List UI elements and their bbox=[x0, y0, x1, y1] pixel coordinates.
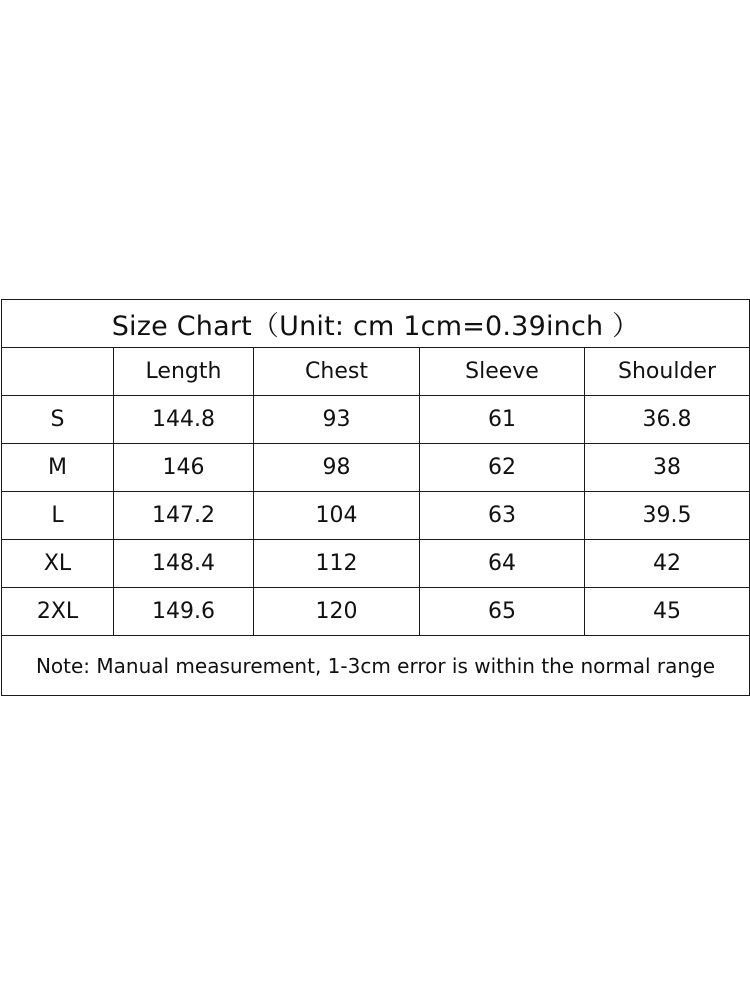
table-row bbox=[2, 492, 750, 540]
size-chart-table bbox=[1, 299, 750, 696]
length-value: 148.4 bbox=[114, 540, 254, 588]
header-row bbox=[2, 348, 750, 396]
length-value: 149.6 bbox=[114, 588, 254, 636]
chest-value: 104 bbox=[254, 492, 420, 540]
length-value: 146 bbox=[114, 444, 254, 492]
size-label: M bbox=[2, 444, 114, 492]
sleeve-value: 64 bbox=[420, 540, 585, 588]
sleeve-value: 65 bbox=[420, 588, 585, 636]
note-row bbox=[2, 636, 750, 696]
chest-value: 120 bbox=[254, 588, 420, 636]
size-chart-title: Size Chart（Unit: cm 1cm=0.39inch ） bbox=[2, 300, 750, 348]
chest-value: 112 bbox=[254, 540, 420, 588]
header-shoulder: Shoulder bbox=[585, 348, 750, 396]
header-length: Length bbox=[114, 348, 254, 396]
shoulder-value: 42 bbox=[585, 540, 750, 588]
header-chest: Chest bbox=[254, 348, 420, 396]
table-row bbox=[2, 540, 750, 588]
table-row bbox=[2, 396, 750, 444]
sleeve-value: 61 bbox=[420, 396, 585, 444]
chest-value: 93 bbox=[254, 396, 420, 444]
chest-value: 98 bbox=[254, 444, 420, 492]
size-label: XL bbox=[2, 540, 114, 588]
shoulder-value: 45 bbox=[585, 588, 750, 636]
sleeve-value: 62 bbox=[420, 444, 585, 492]
table-row bbox=[2, 588, 750, 636]
header-size bbox=[2, 348, 114, 396]
header-sleeve: Sleeve bbox=[420, 348, 585, 396]
size-label: 2XL bbox=[2, 588, 114, 636]
shoulder-value: 38 bbox=[585, 444, 750, 492]
measurement-note: Note: Manual measurement, 1-3cm error is within the normal range bbox=[2, 636, 750, 696]
length-value: 147.2 bbox=[114, 492, 254, 540]
length-value: 144.8 bbox=[114, 396, 254, 444]
table-row bbox=[2, 444, 750, 492]
title-row bbox=[2, 300, 750, 348]
sleeve-value: 63 bbox=[420, 492, 585, 540]
shoulder-value: 36.8 bbox=[585, 396, 750, 444]
shoulder-value: 39.5 bbox=[585, 492, 750, 540]
size-label: S bbox=[2, 396, 114, 444]
size-label: L bbox=[2, 492, 114, 540]
